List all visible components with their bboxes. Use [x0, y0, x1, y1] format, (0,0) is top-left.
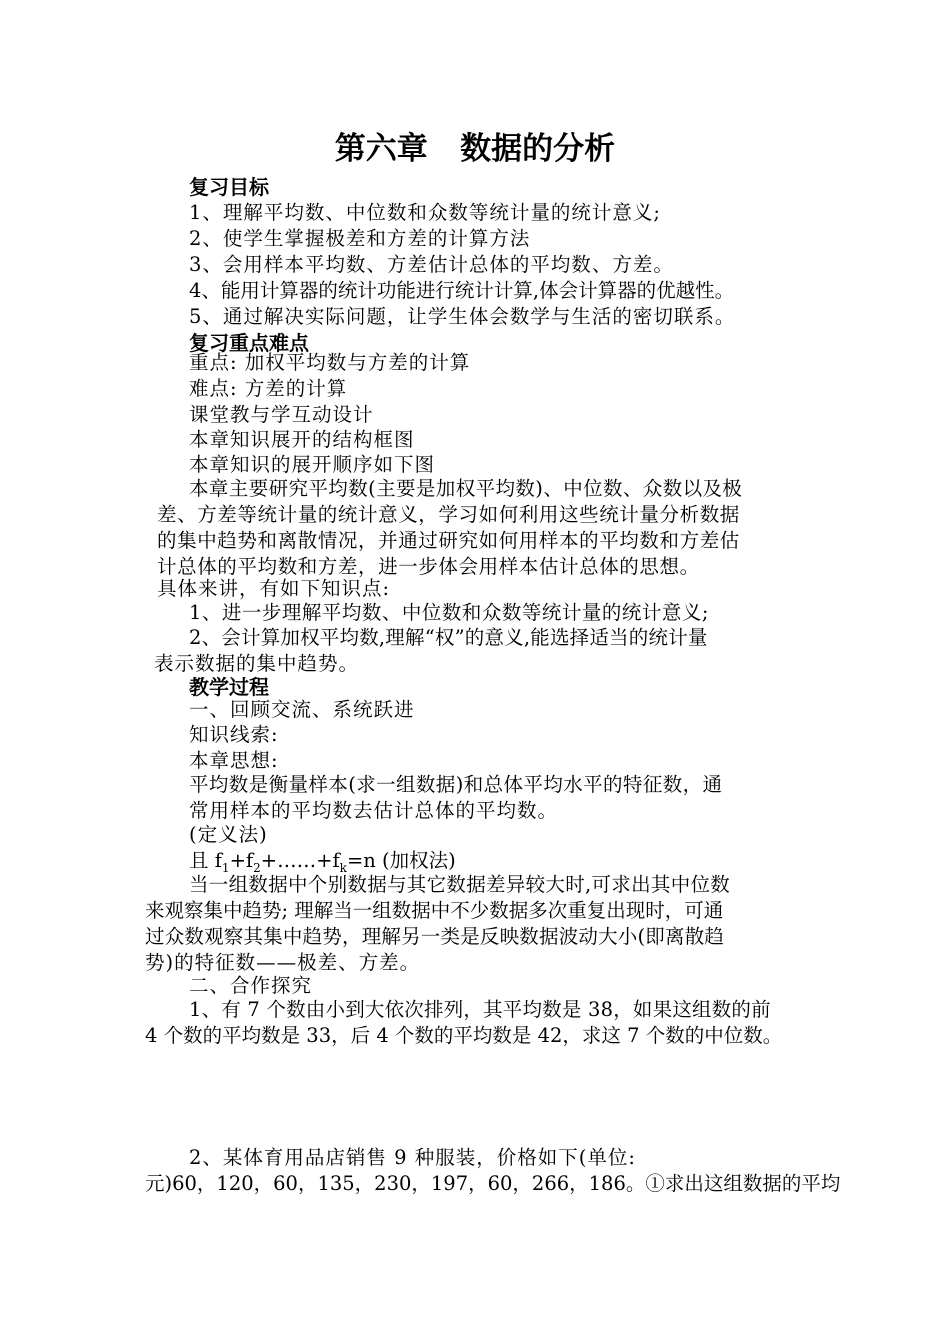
median-line: 势)的特征数——极差、方差。: [145, 951, 421, 974]
mean-paragraph: [189, 772, 809, 824]
median-paragraph: [145, 872, 807, 976]
mean-line: 平均数是衡量样本(求一组数据)和总体平均水平的特征数，通: [189, 773, 723, 796]
intro-line: 差、方差等统计量的统计意义，学习如何利用这些统计量分析数据: [157, 503, 740, 526]
goal-item: 3、会用样本平均数、方差估计总体的平均数、方差。: [189, 253, 674, 276]
mean-line: 常用样本的平均数去估计总体的平均数。: [189, 799, 559, 822]
question-2-line: 元)60，120，60，135，230，197，60，266，186。①求出这组数据的平均: [145, 1172, 841, 1195]
page-title: 第六章 数据的分析: [334, 131, 616, 167]
question-2: [145, 1145, 841, 1197]
review-heading: 一、回顾交流、系统跃进: [189, 698, 415, 721]
point-2: [154, 625, 806, 677]
formula-suffix: =n (加权法): [346, 849, 456, 872]
question-1-line: 1、有 7 个数由小到大依次排列，其平均数是 38，如果这组数的前: [189, 998, 771, 1021]
goals-heading: 复习目标: [189, 175, 269, 199]
intro-line: 计总体的平均数和方差，进一步体会用样本估计总体的思想。: [157, 555, 700, 578]
key-line: 难点: 方差的计算: [189, 377, 348, 400]
median-line: 过众数观察其集中趋势，理解另一类是反映数据波动大小(即离散趋: [145, 925, 725, 948]
goal-item: 5、通过解决实际问题，让学生体会数学与生活的密切联系。: [189, 305, 736, 328]
knowledge-clue: 知识线索:: [189, 723, 279, 746]
formula-plus: +f: [229, 849, 254, 872]
goal-item: 1、理解平均数、中位数和众数等统计量的统计意义;: [189, 201, 661, 224]
key-line: 课堂教与学互动设计: [189, 403, 374, 426]
key-line: 重点: 加权平均数与方差的计算: [189, 351, 471, 374]
formula-ellipsis: +……+f: [260, 849, 340, 872]
subscript-2: 2: [253, 860, 261, 875]
point-2-line: 2、会计算加权平均数,理解“权”的意义,能选择适当的统计量: [189, 626, 708, 649]
formula-prefix: 且 f: [189, 849, 222, 872]
key-points-heading: 复习重点难点: [189, 331, 309, 355]
chapter-idea: 本章思想:: [189, 749, 279, 772]
intro-line: 的集中趋势和离散情况，并通过研究如何用样本的平均数和方差估: [157, 529, 740, 552]
subscript-1: 1: [221, 860, 230, 875]
process-heading: 教学过程: [189, 675, 269, 699]
question-2-line: 2、某体育用品店销售 9 种服装，价格如下(单位:: [189, 1146, 636, 1169]
median-line: 当一组数据中个别数据与其它数据差异较大时,可求出其中位数: [189, 873, 731, 896]
definition-method: (定义法): [189, 823, 268, 846]
point-1: 1、进一步理解平均数、中位数和众数等统计量的统计意义;: [189, 601, 709, 624]
intro-paragraph: [157, 476, 805, 580]
question-1-line: 4 个数的平均数是 33，后 4 个数的平均数是 42，求这 7 个数的中位数。: [145, 1024, 783, 1047]
goal-item: 4、能用计算器的统计功能进行统计计算,体会计算器的优越性。: [189, 279, 735, 302]
point-2-line: 表示数据的集中趋势。: [154, 652, 360, 675]
goal-item: 2、使学生掌握极差和方差的计算方法: [189, 227, 531, 250]
specific-line: 具体来讲，有如下知识点:: [157, 577, 391, 600]
key-line: 本章知识的展开顺序如下图: [189, 453, 436, 476]
median-line: 来观察集中趋势; 理解当一组数据中不少数据多次重复出现时，可通: [145, 899, 724, 922]
subscript-k: k: [339, 860, 347, 875]
key-line: 本章知识展开的结构框图: [189, 428, 415, 451]
cooperation-heading: 二、合作探究: [189, 974, 313, 997]
intro-line: 本章主要研究平均数(主要是加权平均数)、中位数、众数以及极: [189, 477, 743, 500]
question-1: [145, 997, 807, 1049]
